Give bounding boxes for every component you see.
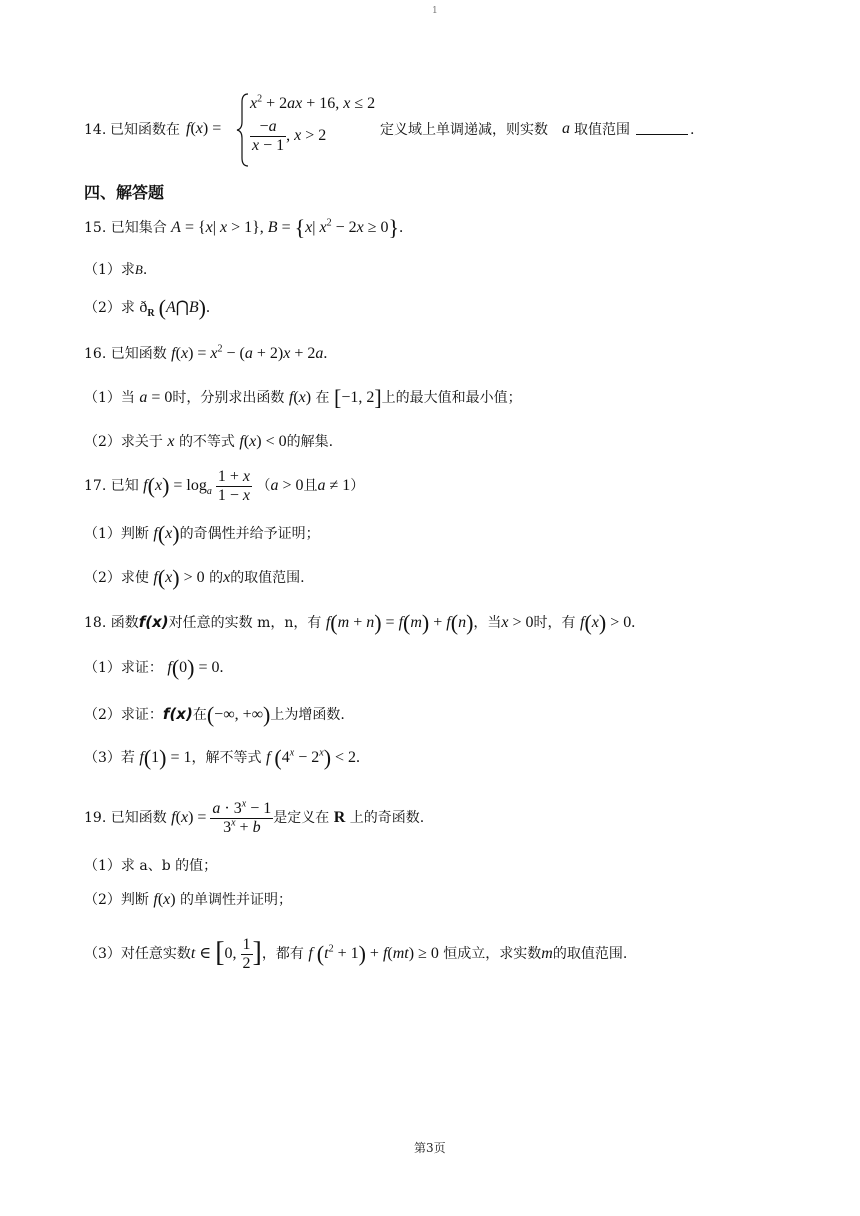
q18-part-3 — [84, 745, 361, 770]
q19-p2-a: （2）判断 — [84, 892, 149, 908]
q17-formula: $f(x) = \log_a$ $\frac{1 + x}{1 - x}$ — [143, 468, 250, 504]
q15-p1-label: （1）求 — [84, 262, 135, 278]
q16-p1-fx: f(x) — [288, 389, 312, 406]
q18-number: 18. — [84, 615, 107, 631]
q19-p3-a: （3）对任意实数 — [84, 946, 191, 963]
q16-p1-d: 上的最大值和最小值； — [381, 390, 522, 406]
q18-text-a: 函数 — [110, 615, 139, 631]
q18-positive: f(x) > 0. — [579, 610, 636, 635]
q17-text: 已知 — [110, 478, 139, 495]
q18-p3-cond: f(1) = 1 — [139, 745, 192, 770]
q18-p3-ineq: f $(4^x - 2^x) < 2$. — [265, 745, 361, 770]
q17-p2-x: x — [223, 569, 231, 586]
q17-cond-a: （ — [256, 478, 271, 495]
q19-text-a: 已知函数 — [110, 810, 167, 827]
q16-part-2 — [84, 432, 333, 452]
q18-cond: x > 0 — [501, 614, 534, 631]
q16-text: 已知函数 — [110, 346, 167, 362]
q17-p1-a: （1）判断 — [84, 526, 149, 542]
q14-case-1: $x^2 + 2ax + 16$, x ≤ 2 — [250, 93, 376, 112]
q14-fx: f(x) = — [186, 120, 222, 137]
q17-p1-fx: f(x) — [153, 521, 180, 546]
q16-part-1 — [84, 385, 522, 410]
q17-part-1 — [84, 521, 320, 546]
q18-p2-interval: (−∞, +∞) — [206, 702, 271, 727]
q18-p1-label: （1）求证： — [84, 660, 163, 676]
q18-functional-eq: f(m + n) = f(m) + f(n) — [325, 610, 474, 635]
q15-part-1: （1）求B. — [84, 262, 148, 278]
q19-p3-d: 的取值范围. — [552, 946, 628, 963]
q16-p2-b: 的不等式 — [178, 434, 235, 450]
q18-p2-fx: f(x) — [162, 705, 193, 723]
q17-cond-2: a ≠ 1 — [317, 477, 351, 495]
q18-text-b: 对任意的实数 m，n，有 — [168, 615, 322, 631]
q16-p1-cond: a = 0 — [139, 389, 173, 406]
q14-answer-blank[interactable] — [636, 120, 688, 139]
question-17 — [84, 468, 364, 505]
q15-p2-label: （2）求 — [84, 300, 135, 316]
q18-part-1 — [84, 655, 224, 680]
q17-cond-1: a > 0 — [270, 477, 304, 495]
question-19 — [84, 800, 424, 837]
q18-part-2 — [84, 704, 345, 725]
q18-p3-b: ，解不等式 — [191, 750, 262, 766]
q19-p3-range: t ∈ [0, $\frac{1}{2}$ ] — [190, 936, 262, 972]
header-mark: 1 — [432, 6, 438, 16]
q14-text-b: 定义域上单调递减，则实数 — [380, 122, 548, 138]
q15-number: 15. — [84, 220, 107, 236]
q19-p3-b: ，都有 — [261, 946, 304, 963]
q16-p2-ineq: f(x) < 0 — [239, 433, 287, 450]
q17-p2-b: 的 — [209, 570, 224, 586]
q17-number: 17. — [84, 478, 107, 495]
q15-complement: $ð_R$ (A⋂B). — [139, 295, 210, 320]
q17-cond-c: ） — [350, 478, 365, 495]
q17-p2-ineq: f(x) > 0 — [153, 565, 205, 590]
q18-p2-b: 在 — [192, 707, 207, 723]
q16-p2-x: x — [167, 433, 175, 450]
q18-fx-bold: f(x) — [138, 613, 169, 631]
q19-p2-fx: f(x) — [153, 891, 176, 908]
q17-cond-b: 且 — [303, 478, 318, 495]
question-16 — [84, 344, 327, 364]
q15-sets: A = {x| x > 1}, B = {x| $x^2 - 2x \ge 0$}. — [171, 215, 404, 240]
q16-interval: [−1, 2] — [333, 385, 382, 410]
q16-p1-a: （1）当 — [84, 390, 135, 406]
piecewise-brace-icon — [236, 92, 250, 168]
q15-part-2 — [84, 295, 210, 320]
q17-p2-c: 的取值范围. — [230, 570, 305, 586]
section-heading: 四、解答题 — [84, 183, 165, 202]
q16-p1-b: 时，分别求出函数 — [172, 390, 285, 406]
q18-text-d: 时，有 — [533, 615, 576, 631]
q14-text-c: 取值范围 — [574, 122, 630, 138]
q19-reals: R — [333, 809, 346, 827]
q16-p2-c: 的解集. — [286, 434, 334, 450]
q18-p2-c: 上为增函数. — [270, 707, 345, 723]
q19-part-2 — [84, 890, 292, 910]
q19-part-3 — [84, 936, 627, 973]
q16-number: 16. — [84, 346, 107, 362]
q18-text-c: ，当 — [473, 615, 502, 631]
q14-text: 已知函数在 — [110, 122, 180, 138]
q16-p2-a: （2）求关于 — [84, 434, 163, 450]
q19-p2-b: 的单调性并证明； — [180, 892, 293, 908]
q14-tail: . — [690, 122, 695, 138]
q18-p1-eq: f(0) = 0. — [167, 655, 224, 680]
q15-text: 已知集合 — [110, 220, 167, 236]
q19-text-b: 是定义在 — [273, 810, 330, 827]
q15-p1-tail: . — [142, 262, 148, 278]
q19-number: 19. — [84, 810, 107, 827]
q17-part-2 — [84, 565, 305, 590]
question-18 — [84, 612, 635, 633]
q18-p3-a: （3）若 — [84, 750, 135, 766]
q19-formula: f(x) = $\frac{a \cdot 3^x - 1}{3^x + b}$ — [171, 798, 272, 836]
page-number: 第3页 — [414, 1141, 446, 1155]
q19-p3-c: 恒成立，求实数 — [443, 946, 542, 963]
q14-var-a: a — [562, 120, 570, 137]
q16-formula: $f(x) = x^2 - (a + 2)x + 2a$. — [171, 343, 328, 362]
q19-part-1: （1）求 a、b 的值； — [84, 858, 218, 874]
q17-p2-a: （2）求使 — [84, 570, 149, 586]
q19-text-c: 上的奇函数. — [349, 810, 425, 827]
q17-p1-b: 的奇偶性并给予证明； — [179, 526, 320, 542]
q14-number: 14. — [84, 122, 107, 138]
q19-p3-ineq: f $(t^2 + 1) + f(mt) \ge 0$ — [308, 941, 439, 967]
q19-p3-m: m — [541, 945, 553, 963]
q18-p2-a: （2）求证： — [84, 707, 163, 723]
q14-case-2: $\frac{-a}{x - 1}$ , x > 2 — [252, 118, 327, 154]
question-15 — [84, 215, 404, 240]
q16-p1-c: 在 — [315, 390, 330, 406]
